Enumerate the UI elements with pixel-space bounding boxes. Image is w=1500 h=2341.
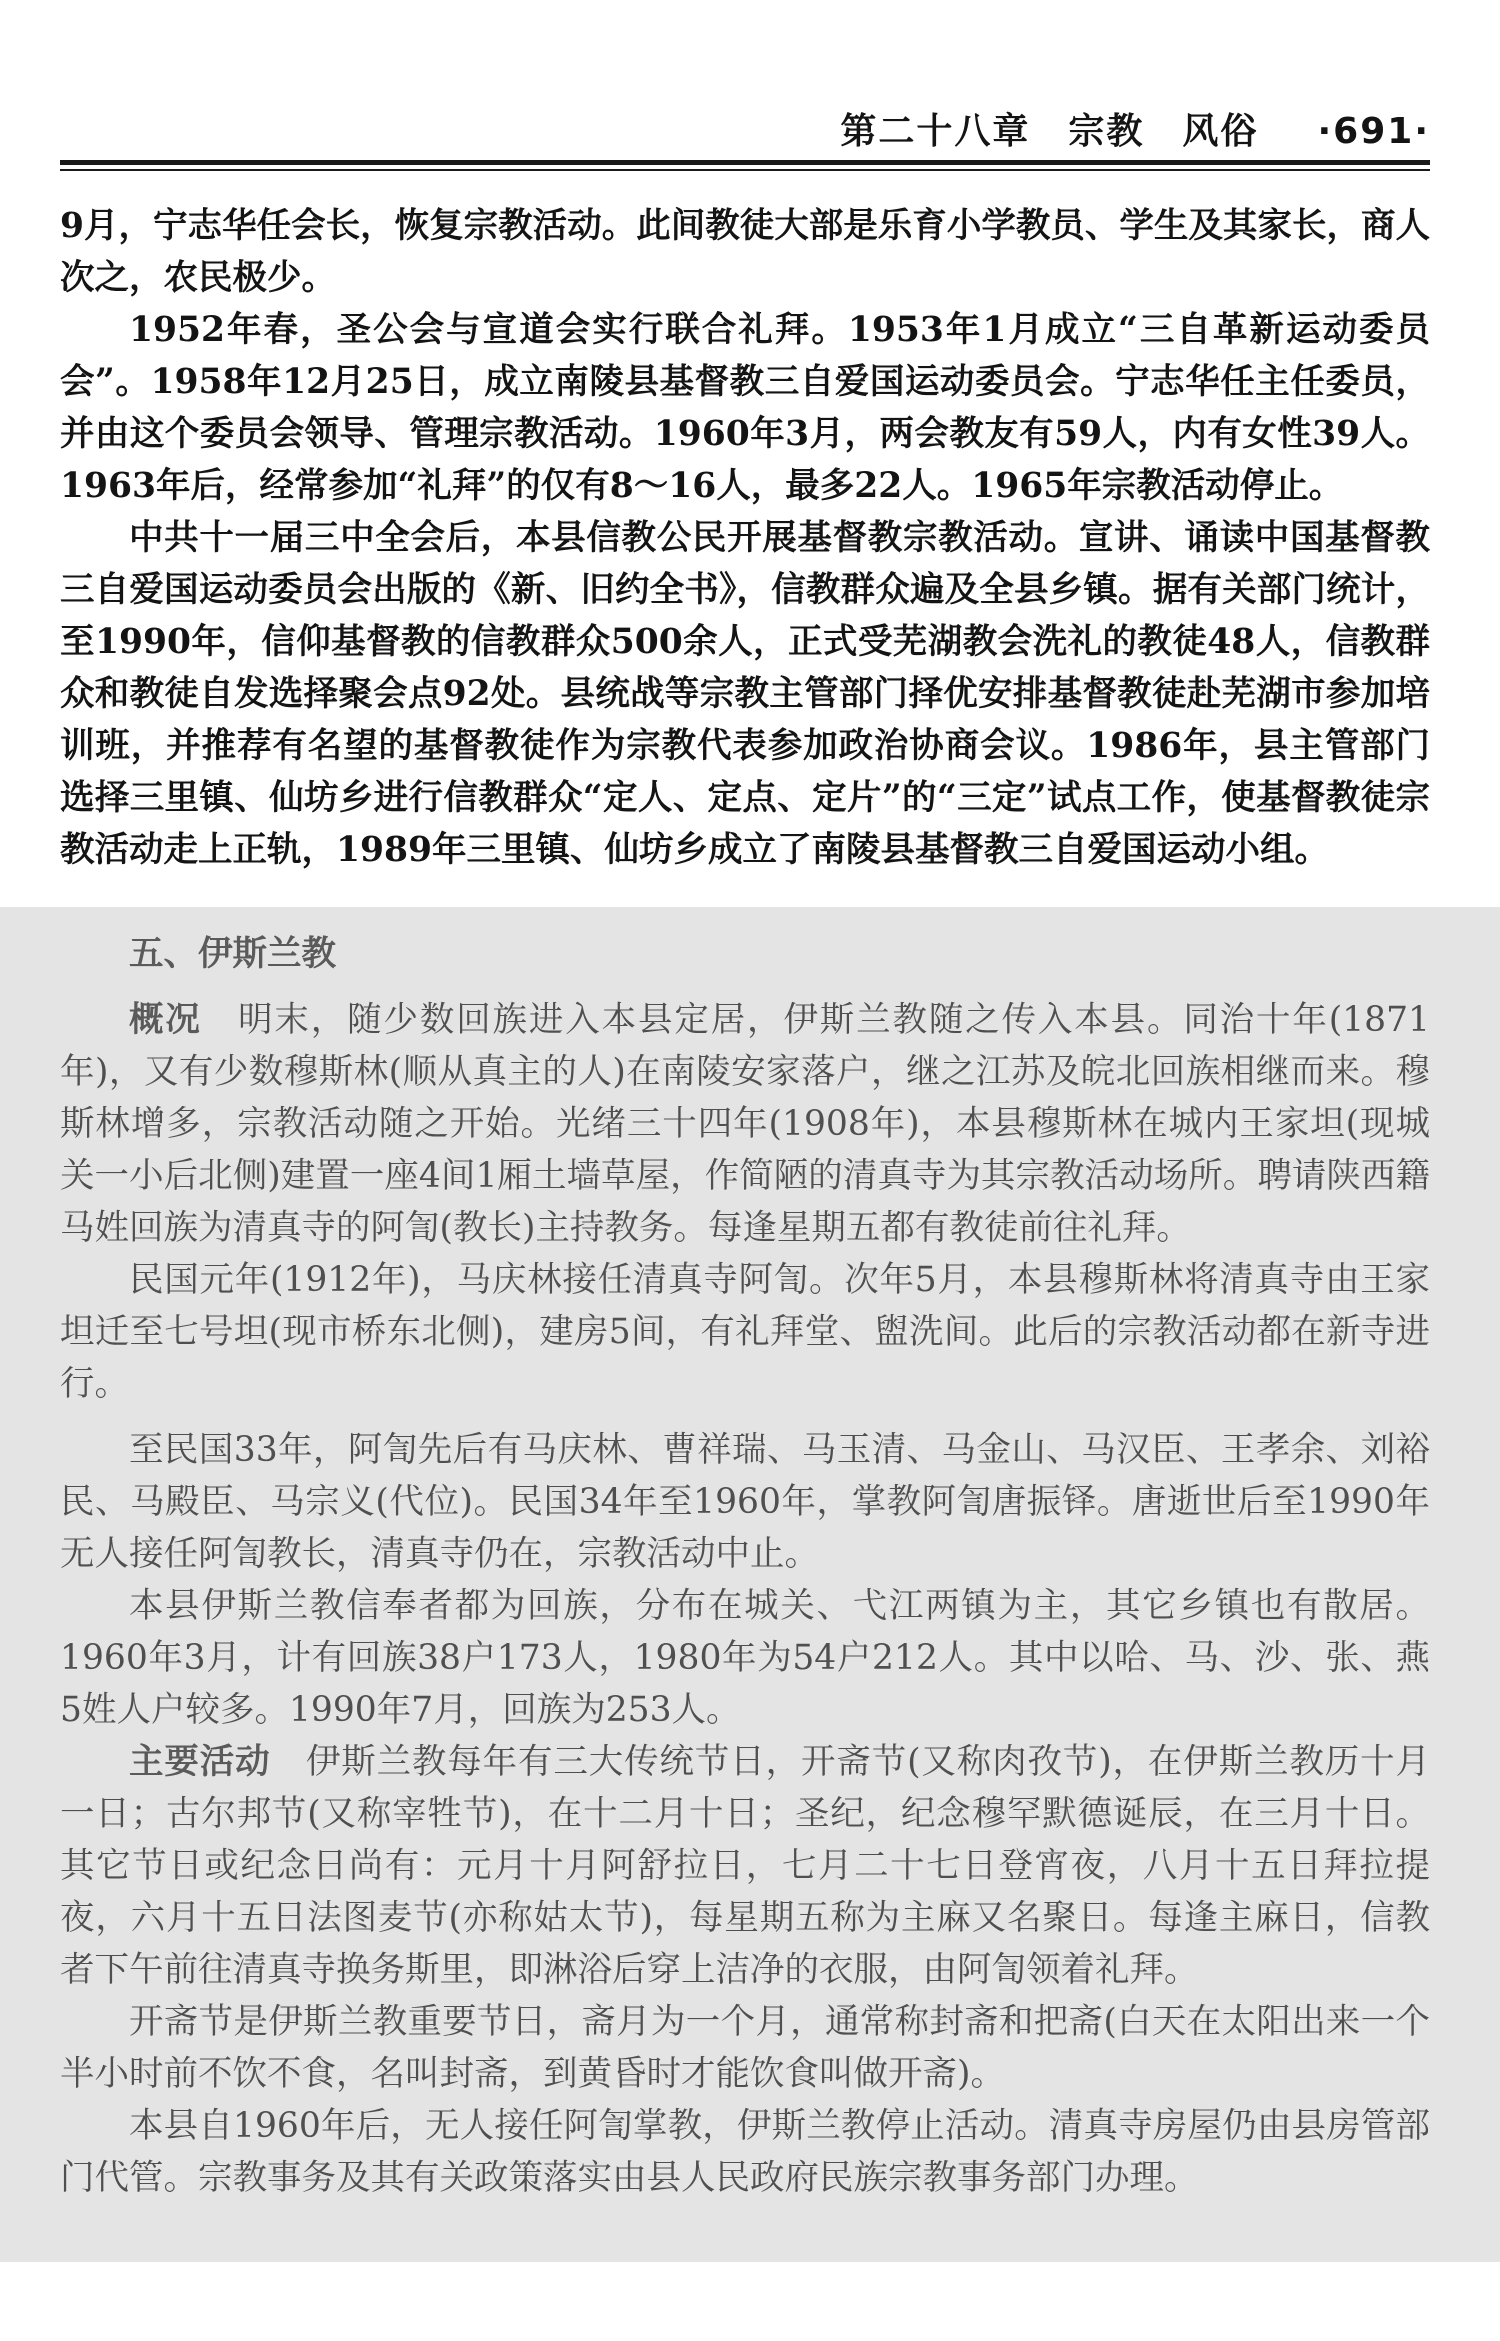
christianity-text — [60, 200, 1430, 876]
paragraph-text: 伊斯兰教每年有三大传统节日，开斋节(又称肉孜节)，在伊斯兰教历十月一日；古尔邦节(又称宰牲节)，在十二月十日；圣纪，纪念穆罕默德诞辰，在三月十日。其它节日或纪念日尚有：元月十月阿舒拉日，七月二十七日登宵夜，八月十五日拜拉提夜，六月十五日法图麦节(亦称姑太节)，每星期五称为主麻又名聚日。每逢主麻日，信教者下午前往清真寺换务斯里，即淋浴后穿上洁净的衣服，由阿訇领着礼拜。 — [60, 1742, 1430, 1990]
paragraph — [60, 994, 1430, 1254]
chapter-title: 第二十八章 宗教 风俗 — [840, 111, 1259, 152]
paragraph — [60, 1736, 1430, 1996]
header-rule-thick — [60, 160, 1430, 165]
islam-section — [60, 928, 1430, 2204]
header-rule-thin — [60, 169, 1430, 171]
section-title: 五、伊斯兰教 — [129, 934, 336, 974]
paragraph: 民国元年(1912年)，马庆林接任清真寺阿訇。次年5月，本县穆斯林将清真寺由王家坦迁至七号坦(现市桥东北侧)，建房5间，有礼拜堂、盥洗间。此后的宗教活动都在新寺进行。 — [60, 1260, 1430, 1404]
paragraph: 至民国33年，阿訇先后有马庆林、曹祥瑞、马玉清、马金山、马汉臣、王孝余、刘裕民、马殿臣、马宗义(代位)。民国34年至1960年，掌教阿訇唐振铎。唐逝世后至1990年无人接任阿訇教长，清真寺仍在，宗教活动中止。 — [60, 1430, 1430, 1574]
paragraph: 9月，宁志华任会长，恢复宗教活动。此间教徒大部是乐育小学教员、学生及其家长，商人次之，农民极少。 — [60, 206, 1430, 298]
paragraph: 中共十一届三中全会后，本县信教公民开展基督教宗教活动。宣讲、诵读中国基督教三自爱国运动委员会出版的《新、旧约全书》，信教群众遍及全县乡镇。据有关部门统计，至1990年，信仰基督教的信教群众500余人，正式受芜湖教会洗礼的教徒48人，信教群众和教徒自发选择聚会点92处。县统战等宗教主管部门择优安排基督教徒赴芜湖市参加培训班，并推荐有名望的基督教徒作为宗教代表参加政治协商会议。1986年，县主管部门选择三里镇、仙坊乡进行信教群众“定人、定点、定片”的“三定”试点工作，使基督教徒宗教活动走上正轨，1989年三里镇、仙坊乡成立了南陵县基督教三自爱国运动小组。 — [60, 518, 1430, 870]
paragraph: 本县伊斯兰教信奉者都为回族，分布在城关、弋江两镇为主，其它乡镇也有散居。1960年3月，计有回族38户173人，1980年为54户212人。其中以哈、马、沙、张、燕5姓人户较多。1990年7月，回族为253人。 — [60, 1586, 1430, 1730]
page-header — [60, 112, 1430, 152]
lead-label: 主要活动 — [129, 1742, 271, 1782]
paragraph: 开斋节是伊斯兰教重要节日，斋月为一个月，通常称封斋和把斋(白天在太阳出来一个半小时前不饮不食，名叫封斋，到黄昏时才能饮食叫做开斋)。 — [60, 2002, 1430, 2094]
paragraph-text: 明末，随少数回族进入本县定居，伊斯兰教随之传入本县。同治十年(1871年)，又有少数穆斯林(顺从真主的人)在南陵安家落户，继之江苏及皖北回族相继而来。穆斯林增多，宗教活动随之开始。光绪三十四年(1908年)，本县穆斯林在城内王家坦(现城关一小后北侧)建置一座4间1厢土墙草屋，作简陋的清真寺为其宗教活动场所。聘请陕西籍马姓回族为清真寺的阿訇(教长)主持教务。每逢星期五都有教徒前往礼拜。 — [60, 1000, 1430, 1248]
lead-label: 概况 — [129, 1000, 202, 1040]
paragraph: 1952年春，圣公会与宣道会实行联合礼拜。1953年1月成立“三自革新运动委员会”。1958年12月25日，成立南陵县基督教三自爱国运动委员会。宁志华任主任委员，并由这个委员会领导、管理宗教活动。1960年3月，两会教友有59人，内有女性39人。1963年后，经常参加“礼拜”的仅有8～16人，最多22人。1965年宗教活动停止。 — [60, 310, 1430, 506]
page-number: ·691· — [1317, 111, 1430, 152]
paragraph: 本县自1960年后，无人接任阿訇掌教，伊斯兰教停止活动。清真寺房屋仍由县房管部门代管。宗教事务及其有关政策落实由县人民政府民族宗教事务部门办理。 — [60, 2106, 1430, 2198]
